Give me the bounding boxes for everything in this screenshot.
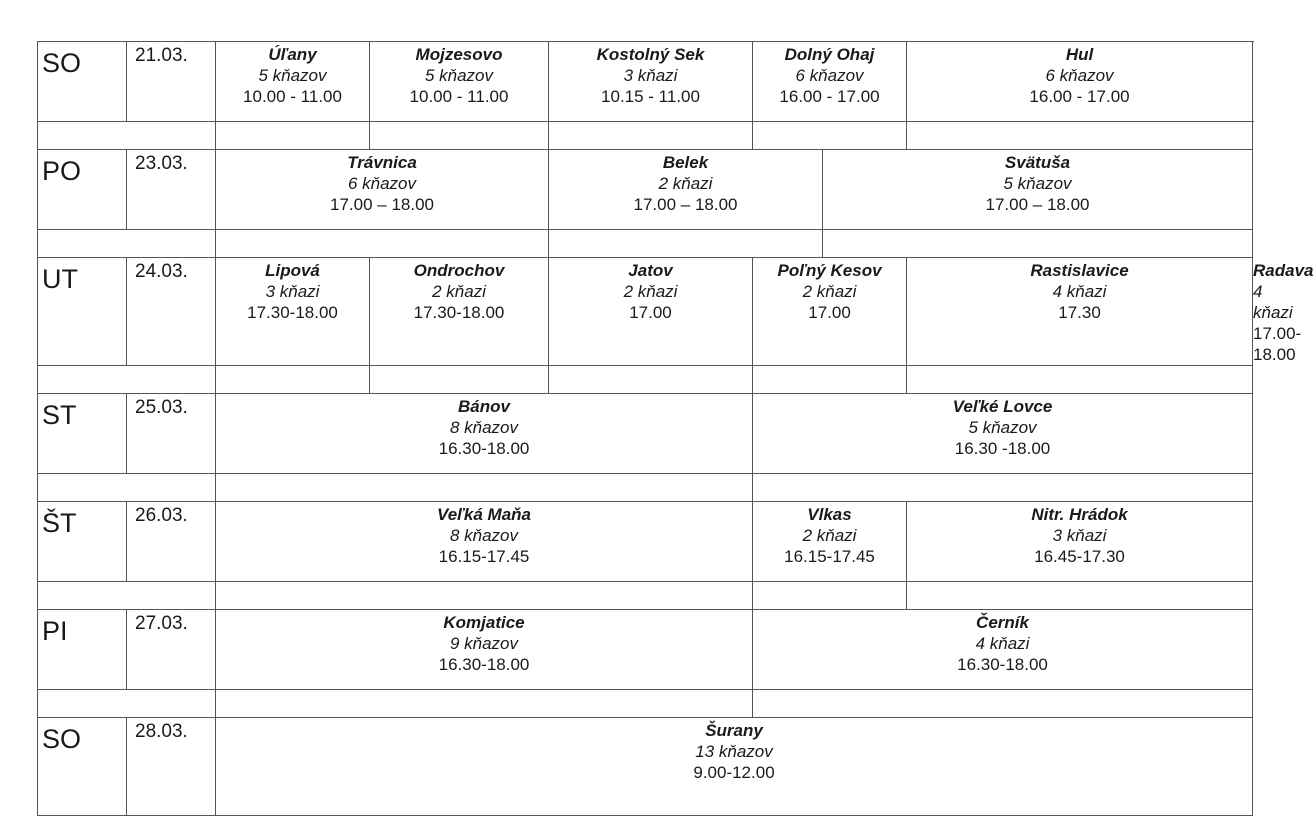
place-name: Trávnica [347,153,417,172]
time-range: 16.45-17.30 [1034,547,1125,566]
schedule-row [38,718,1253,816]
place-name: Bánov [458,397,510,416]
place-cell [549,150,823,230]
priest-count: 4 kňazi [975,634,1030,653]
place-cell [216,718,1253,816]
place-cell [753,42,907,122]
priest-count: 2 kňazi [658,174,713,193]
date-cell: 25.03. [127,394,216,474]
priest-count: 6 kňazov [1045,66,1114,85]
place-name: Vlkas [807,505,852,524]
time-range: 16.15-17.45 [438,547,530,566]
spacer-row [38,122,1253,150]
spacer-row [38,690,1253,718]
place-cell [216,42,370,122]
place-name: Poľný Kesov [777,261,882,280]
place-cell [370,42,549,122]
time-range: 16.30-18.00 [438,655,530,674]
priest-count: 6 kňazov [795,66,864,85]
priest-count: 8 kňazov [449,418,519,437]
place-name: Dolný Ohaj [784,45,875,64]
place-cell [549,258,753,366]
time-range: 16.30-18.00 [438,439,530,458]
schedule-row [38,150,1253,230]
time-range: 16.30 -18.00 [954,439,1051,458]
priest-count: 8 kňazov [449,526,519,545]
place-name: Šurany [705,721,763,740]
priest-count: 3 kňazi [623,66,678,85]
place-name: Úľany [268,45,317,64]
place-cell [907,42,1253,122]
place-name: Jatov [628,261,673,280]
place-name: Svätuša [1004,153,1071,172]
place-cell [216,610,753,690]
day-cell: SO [38,718,127,816]
priest-count: 3 kňazi [1052,526,1107,545]
time-range: 17.30 [1058,303,1101,322]
place-cell [216,394,753,474]
place-cell [753,610,1253,690]
priest-count: 6 kňazov [347,174,417,193]
priest-count: 3 kňazi [265,282,320,301]
place-name: Veľká Maňa [437,505,531,524]
schedule-row [38,42,1253,122]
place-cell [216,150,549,230]
time-range: 16.15-17.45 [784,547,875,566]
place-name: Černík [976,613,1029,632]
day-cell: ŠT [38,502,127,582]
time-range: 17.30-18.00 [413,303,505,322]
place-name: Lipová [265,261,320,280]
time-range: 10.15 - 11.00 [601,87,700,106]
time-range: 10.00 - 11.00 [243,87,342,106]
time-range: 17.30-18.00 [247,303,338,322]
spacer-row [38,366,1253,394]
priest-count: 5 kňazov [1003,174,1072,193]
schedule-row [38,394,1253,474]
place-cell [216,258,370,366]
place-name: Komjatice [443,613,525,632]
time-range: 17.00 [629,303,672,322]
place-name: Nitr. Hrádok [1031,505,1128,524]
spacer-row [38,230,1253,258]
place-cell [907,258,1253,366]
place-name: Mojzesovo [415,45,503,64]
place-name: Ondrochov [413,261,505,280]
place-cell [823,150,1253,230]
schedule-row: UT 24.03. Lipová 3 kňazi 17.30-18.00 Ondrochov 2 kňazi 17.30-18.00 Jatov 2 kňazi 17.00 Poľný Kesov 2 kňazi 17.00 Rastislavice 4 kňazi 17.30 Radava 4 kňazi 17.00-18.00 [38,258,1253,366]
time-range: 10.00 - 11.00 [409,87,509,106]
place-cell [370,258,549,366]
time-range: 16.00 - 17.00 [779,87,880,106]
spacer-row [38,474,1253,502]
date-cell: 24.03. [127,258,216,366]
place-cell [907,502,1253,582]
priest-count: 5 kňazov [424,66,494,85]
priest-count: 2 kňazi [802,526,857,545]
date-cell: 27.03. [127,610,216,690]
time-range: 17.00 – 18.00 [633,195,738,214]
day-cell: ST [38,394,127,474]
spacer-row [38,582,1253,610]
priest-count: 13 kňazov [695,742,773,761]
time-range: 17.00 – 18.00 [985,195,1090,214]
day-cell: PI [38,610,127,690]
place-name: Veľké Lovce [952,397,1053,416]
time-range: 16.30-18.00 [957,655,1048,674]
priest-count: 5 kňazov [258,66,327,85]
priest-count: 4 kňazi [1052,282,1107,301]
time-range: 17.00 – 18.00 [330,195,434,214]
place-cell [753,258,907,366]
schedule-table [37,41,1314,816]
priest-count: 9 kňazov [449,634,519,653]
place-cell [753,502,907,582]
priest-count: 2 kňazi [802,282,857,301]
time-range: 9.00-12.00 [693,763,775,782]
place-name: Kostolný Sek [596,45,705,64]
date-cell: 23.03. [127,150,216,230]
place-cell [753,394,1253,474]
place-name: Hul [1065,45,1094,64]
schedule-row [38,502,1253,582]
place-cell [216,502,753,582]
priest-count: 2 kňazi [432,282,486,301]
place-name: Belek [662,153,709,172]
date-cell: 26.03. [127,502,216,582]
date-cell: 28.03. [127,718,216,816]
day-cell: PO [38,150,127,230]
day-cell: UT [38,258,127,366]
place-name: Rastislavice [1030,261,1129,280]
date-cell: 21.03. [127,42,216,122]
time-range: 16.00 - 17.00 [1029,87,1130,106]
time-range: 17.00 [808,303,851,322]
priest-count: 2 kňazi [623,282,678,301]
schedule-row [38,610,1253,690]
day-cell: SO [38,42,127,122]
priest-count: 5 kňazov [968,418,1037,437]
place-cell [549,42,753,122]
